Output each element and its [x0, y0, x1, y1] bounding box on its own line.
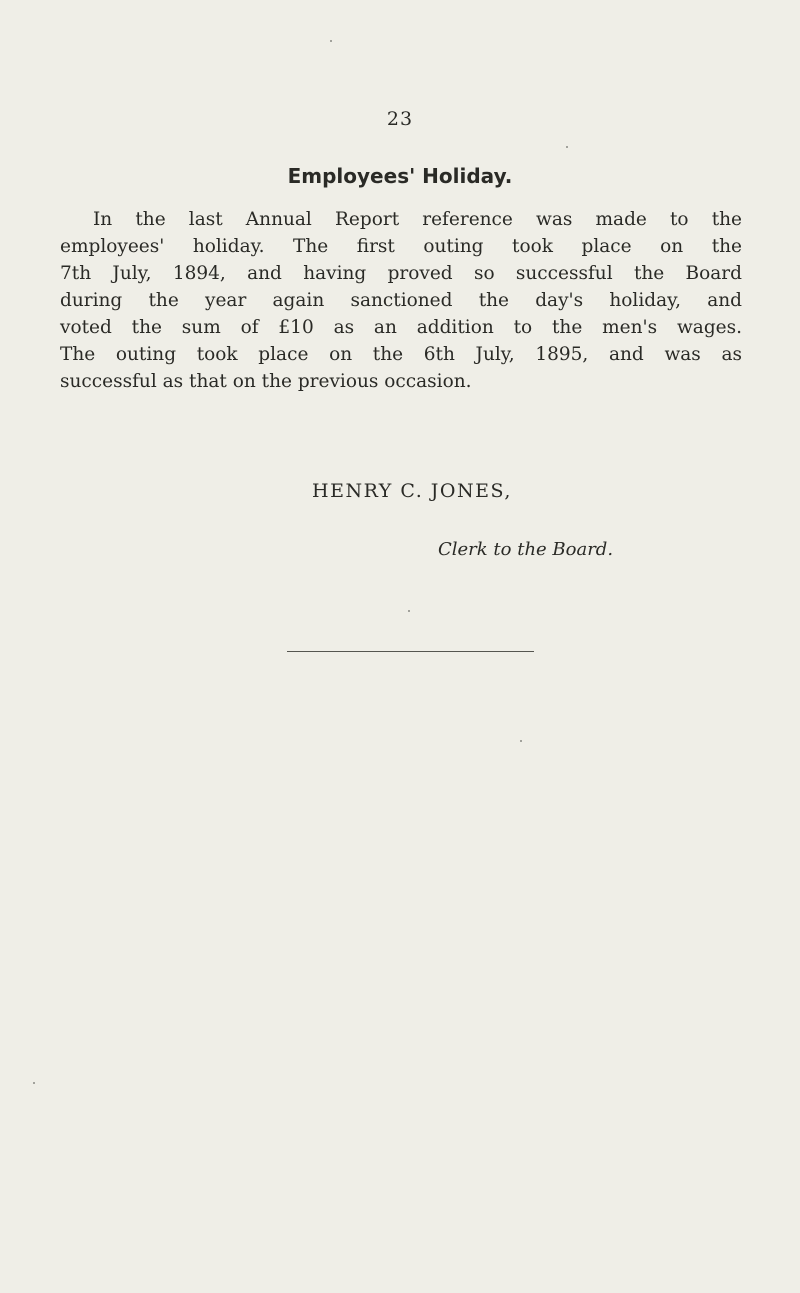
paper-speck [33, 1082, 35, 1084]
paragraph-line: voted the sum of £10 as an addition to the men's wages. [60, 317, 742, 338]
paragraph-line: 7th July, 1894, and having proved so successful the Board [60, 263, 742, 284]
paper-speck [330, 40, 332, 42]
paragraph-line: successful as that on the previous occasion. [60, 371, 472, 392]
paragraph-line: The outing took place on the 6th July, 1895, and was as [60, 344, 742, 365]
body-paragraph [60, 206, 742, 395]
paragraph-line: In the last Annual Report reference was made to the [93, 209, 742, 230]
paragraph-line: during the year again sanctioned the day's holiday, and [60, 290, 742, 311]
paper-speck [408, 610, 410, 612]
paper-speck [566, 146, 568, 148]
paper-speck [520, 740, 522, 742]
signature-name: HENRY C. JONES, [312, 480, 512, 502]
closing-rule [287, 651, 534, 652]
section-heading: Employees' Holiday. [287, 164, 513, 188]
page-number: 23 [386, 108, 414, 130]
signature-title: Clerk to the Board. [438, 539, 614, 560]
paragraph-line: employees' holiday. The first outing took place on the [60, 236, 742, 257]
